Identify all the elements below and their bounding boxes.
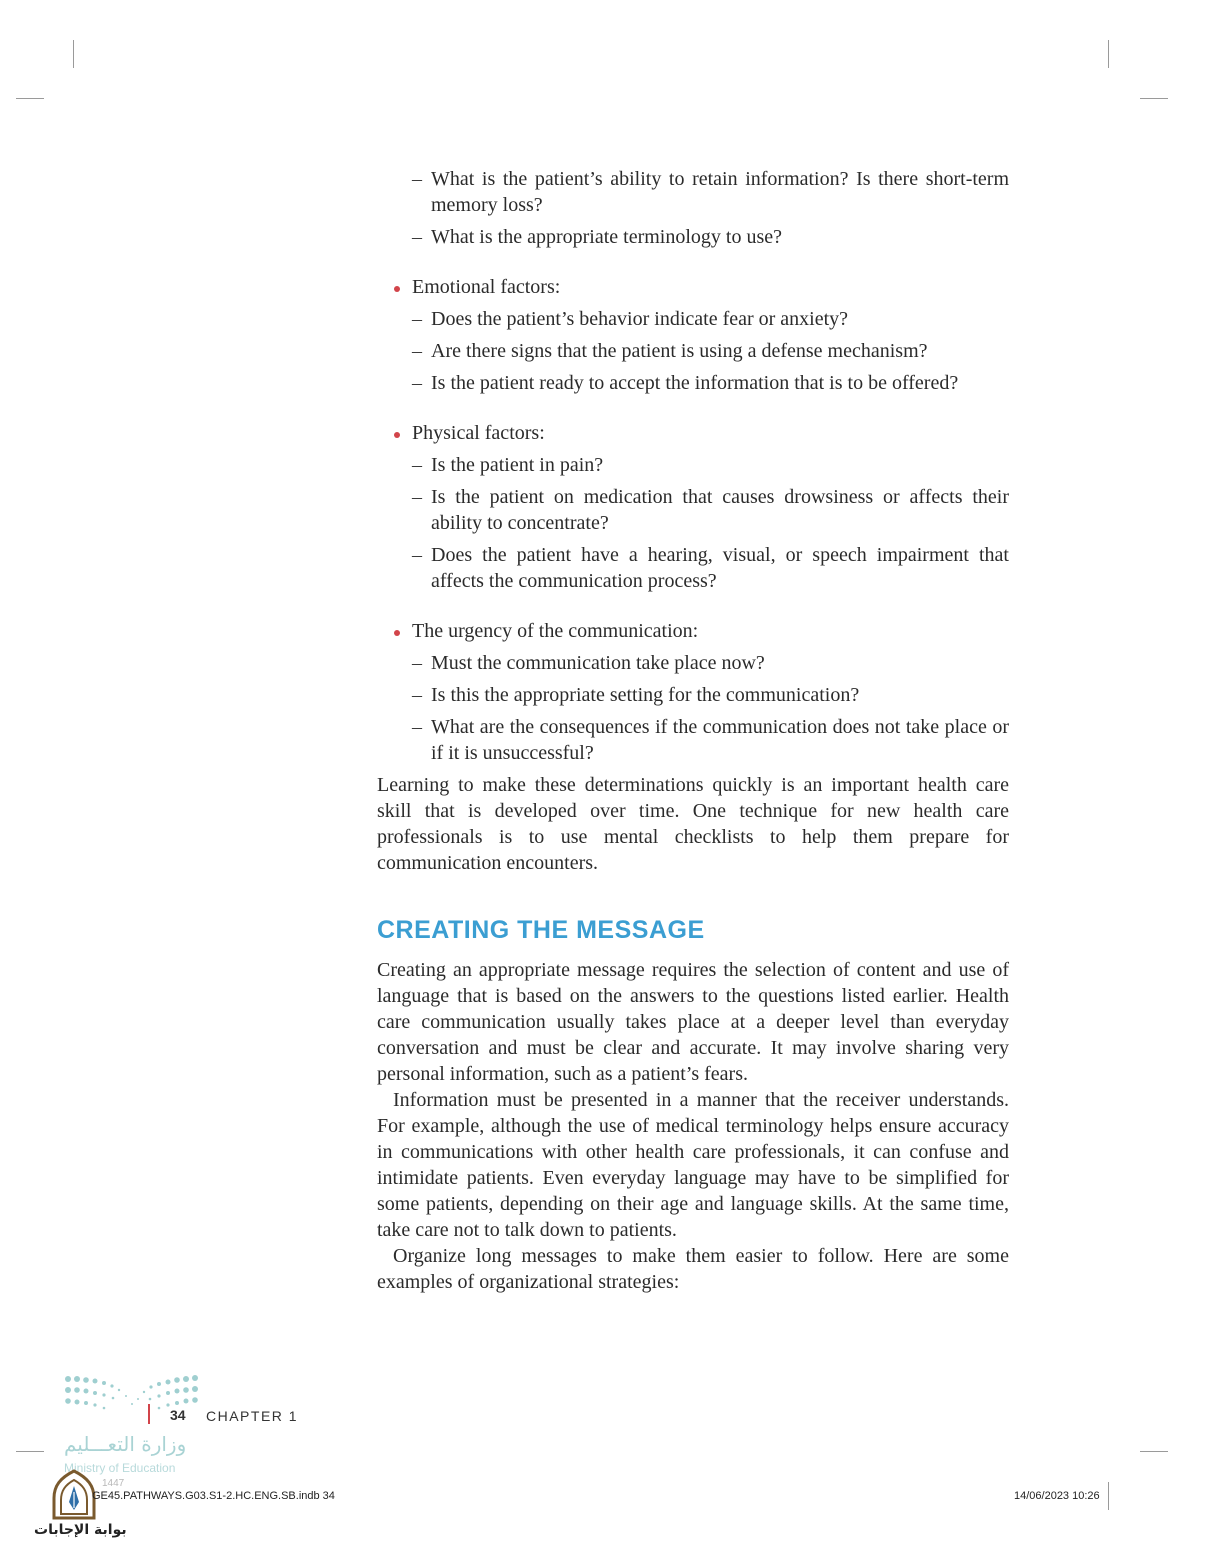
summary-paragraph: Learning to make these determinations quickly is an important health care skill that is developed over time. One technique for new health care professionals is to use mental checklists to help them prepare for communication encounters. <box>377 774 1009 874</box>
list-item: – Is the patient in pain? <box>377 452 1009 478</box>
ministry-english-text: Ministry of Education <box>64 1461 176 1475</box>
crop-mark <box>73 40 74 68</box>
list-item: – Is the patient ready to accept the information that is to be offered? <box>377 370 1009 396</box>
list-item: – What are the consequences if the communication does not take place or if it is unsuccessful? <box>377 714 1009 766</box>
list-item: – Does the patient have a hearing, visual, or speech impairment that affects the communication process? <box>377 542 1009 594</box>
bullet-urgency: The urgency of the communication: <box>377 618 1009 644</box>
page-number: 34 <box>170 1407 186 1423</box>
crop-mark <box>1140 98 1168 99</box>
bullet-physical-factors: Physical factors: <box>377 420 1009 446</box>
list-item: – Is this the appropriate setting for the communication? <box>377 682 1009 708</box>
print-slug-file: GE45.PATHWAYS.G03.S1-2.HC.ENG.SB.indb 34 <box>92 1490 335 1502</box>
body-paragraph: Creating an appropriate message requires the selection of content and use of language that is based on the answers to the questions listed earlier. Health care communication usually takes place at a deeper level than everyday conversation and must be clear and accurate. It may involve sharing very personal information, such as a patient’s fears. <box>377 959 1009 1085</box>
body-paragraph: Information must be presented in a manner that the receiver understands. For example, although the use of medical terminology helps ensure accuracy in communications with other health care professionals, it can confuse and intimidate patients. Even everyday language may have to be simplified for some patients, depending on their age and language skills. At the same time, take care not to talk down to patients. <box>377 1089 1009 1241</box>
site-name: بوابة الإجابات <box>34 1522 127 1538</box>
section-heading: CREATING THE MESSAGE <box>377 916 705 944</box>
list-item: – Must the communication take place now? <box>377 650 1009 676</box>
year-label: 1447 <box>102 1478 125 1489</box>
crop-mark <box>16 1451 44 1452</box>
list-item: – What is the patient’s ability to retain information? Is there short-term memory loss? <box>377 166 1009 218</box>
ministry-arabic-text: وزارة التعـــليم <box>64 1432 187 1456</box>
crop-mark <box>1140 1451 1168 1452</box>
print-slug-date: 14/06/2023 10:26 <box>1014 1490 1100 1502</box>
bullet-emotional-factors: Emotional factors: <box>377 274 1009 300</box>
crop-mark <box>1108 1482 1109 1510</box>
chapter-label: CHAPTER 1 <box>206 1408 299 1424</box>
body-paragraph: Organize long messages to make them easier to follow. Here are some examples of organizational strategies: <box>377 1245 1009 1293</box>
page-number-divider <box>148 1404 150 1424</box>
page-content <box>377 166 1009 1295</box>
list-item: – What is the appropriate terminology to use? <box>377 224 1009 250</box>
crop-mark <box>1108 40 1109 68</box>
list-item: – Is the patient on medication that causes drowsiness or affects their ability to concentrate? <box>377 484 1009 536</box>
crop-mark <box>16 98 44 99</box>
list-item: – Are there signs that the patient is using a defense mechanism? <box>377 338 1009 364</box>
list-item: – Does the patient’s behavior indicate fear or anxiety? <box>377 306 1009 332</box>
